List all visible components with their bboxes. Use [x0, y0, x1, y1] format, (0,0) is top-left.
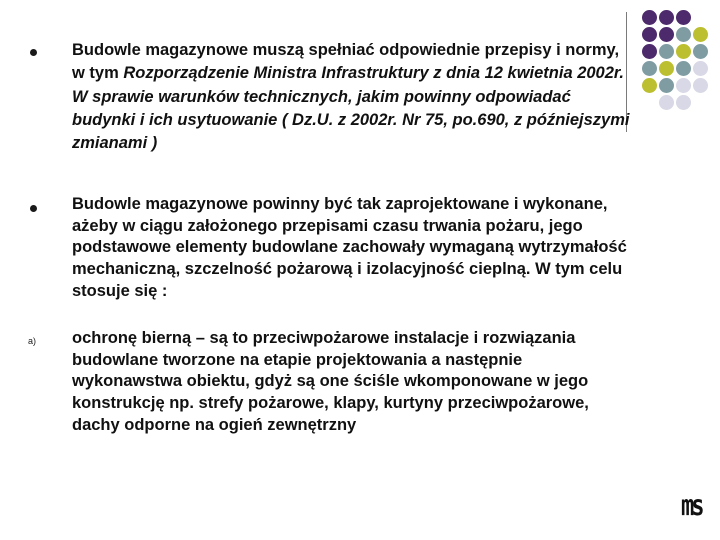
paragraph-text: ochronę bierną – są to przeciwpożarowe instalacje i rozwiązania budowlane tworzone na etapie projektowania a następnie wykonawstwa obiektu, gdyż są one ściśle wkomponowane w jego konstrukcję np. strefy pożarowe, klapy, kurtyny przeciwpożarowe, dachy odporne na ogień zewnętrzny	[72, 329, 589, 434]
dot-purple	[642, 27, 657, 42]
decorative-dot-grid	[640, 10, 720, 120]
bullet-dot-icon	[30, 49, 37, 56]
paragraph-passive-protection	[72, 328, 627, 437]
dot-purple	[659, 10, 674, 25]
bullet-letter: a)	[28, 336, 37, 346]
dot-purple	[642, 10, 657, 25]
dot-purple	[642, 44, 657, 59]
dot-teal	[659, 44, 674, 59]
dot-lavender	[659, 95, 674, 110]
dot-teal	[642, 61, 657, 76]
paragraph-text: Budowle magazynowe powinny być tak zaprojektowane i wykonane, ażeby w ciągu założonego przepisami czasu trwania pożaru, jego podstawowe elementy budowlane zachowały wymaganą wytrzymałość mechaniczną, szczelność pożarową i izolacyjność cieplną. W tym celu stosuje się :	[72, 195, 627, 300]
dot-lavender	[676, 78, 691, 93]
paragraph-text: Budowle magazynowe muszą spełniać odpowiednie przepisy i normy, w tym	[72, 41, 620, 83]
paragraph-italic-text: Rozporządzenie Ministra Infrastruktury z dnia 12 kwietnia 2002r. W sprawie warunków technicznych, jakim powinny odpowiadać budynki i ich usytuowanie ( Dz.U. z 2002r. Nr 75, po.690, z późniejszymi zmianami )	[72, 64, 630, 153]
paragraph-regulations	[72, 39, 632, 155]
dot-teal	[676, 61, 691, 76]
dot-teal	[676, 27, 691, 42]
bullet-dot-icon	[30, 205, 37, 212]
dot-lavender	[693, 78, 708, 93]
paragraph-fire-resistance	[72, 194, 627, 303]
dot-lavender	[676, 95, 691, 110]
dot-olive	[693, 27, 708, 42]
dot-teal	[693, 44, 708, 59]
dot-lavender	[693, 61, 708, 76]
ms-logo: ms	[681, 490, 702, 523]
dot-olive	[676, 44, 691, 59]
dot-olive	[642, 78, 657, 93]
dot-purple	[659, 27, 674, 42]
dot-olive	[659, 61, 674, 76]
dot-teal	[659, 78, 674, 93]
dot-purple	[676, 10, 691, 25]
